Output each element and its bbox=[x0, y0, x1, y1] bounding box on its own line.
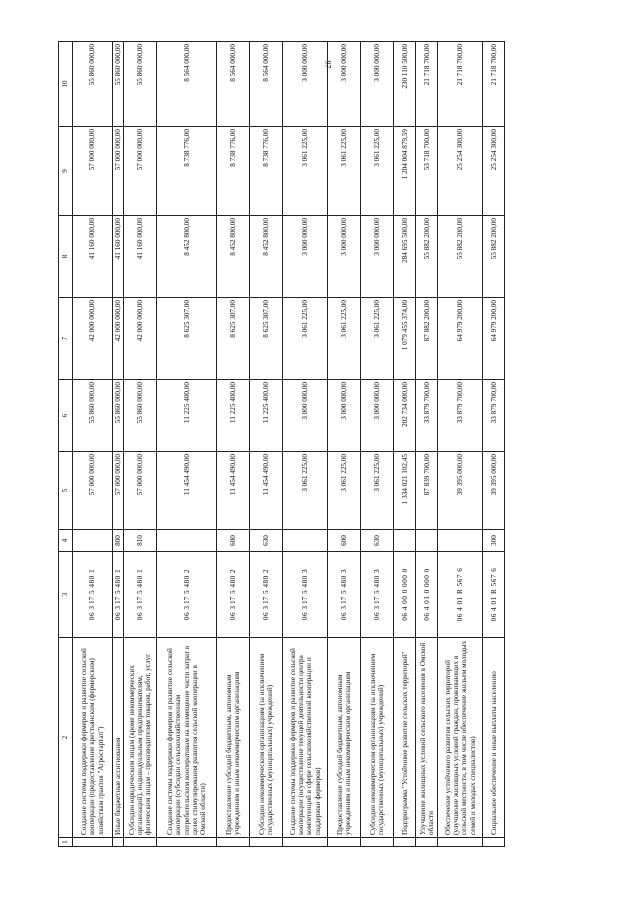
row-name: Субсидии некоммерческим организациям (за исключением государственных (муниципальных) учреждений) bbox=[250, 638, 283, 838]
row-value-7: 1 079 455 374,00 bbox=[394, 298, 416, 380]
col-header: 10 bbox=[59, 42, 73, 127]
col1-cell bbox=[483, 838, 505, 847]
row-value-6: 3 000 000,00 bbox=[328, 380, 361, 452]
row-value-5: 57 000 000,00 bbox=[73, 452, 113, 530]
row-name: Предоставление субсидий бюджетным, автономным учреждениям и иным некоммерческим организациям bbox=[328, 638, 361, 838]
row-value-7: 8 625 307,00 bbox=[157, 298, 217, 380]
row-code: 06 3 I7 5 480 1 bbox=[73, 552, 113, 638]
table-row bbox=[217, 42, 250, 847]
row-value-9: 8 738 776,00 bbox=[217, 127, 250, 216]
row-value-5: 87 839 700,00 bbox=[416, 452, 438, 530]
row-value-10: 8 564 000,00 bbox=[217, 42, 250, 127]
col1-cell bbox=[250, 838, 283, 847]
row-vr: 810 bbox=[124, 530, 157, 552]
row-value-10: 55 860 000,00 bbox=[124, 42, 157, 127]
row-value-5: 3 061 225,00 bbox=[283, 452, 328, 530]
row-value-9: 57 000 000,00 bbox=[113, 127, 124, 216]
row-value-8: 55 882 200,00 bbox=[483, 216, 505, 298]
table-row bbox=[328, 42, 361, 847]
col1-cell bbox=[416, 838, 438, 847]
row-name: Создание системы поддержки фермеров и развитие сельской кооперации (осуществление текущей деятельности центра компетенций в сфере сельскохозяйственной кооперации и поддержки фермеров) bbox=[283, 638, 328, 838]
row-value-6: 33 879 700,00 bbox=[416, 380, 438, 452]
row-value-6: 202 734 000,00 bbox=[394, 380, 416, 452]
row-value-9: 57 000 000,00 bbox=[73, 127, 113, 216]
row-code: 06 3 I7 5 480 2 bbox=[250, 552, 283, 638]
table-row bbox=[416, 42, 438, 847]
row-value-7: 8 625 307,00 bbox=[217, 298, 250, 380]
row-value-9: 53 718 700,00 bbox=[416, 127, 438, 216]
row-value-6: 33 879 700,00 bbox=[483, 380, 505, 452]
col-header: 9 bbox=[59, 127, 73, 216]
row-value-8: 41 160 000,00 bbox=[113, 216, 124, 298]
table-row bbox=[250, 42, 283, 847]
row-name: Создание системы поддержки фермеров и развитие сельской кооперации (предоставление крестьянским (фермерским) хозяйствам грантов "Агростартап") bbox=[73, 638, 113, 838]
table-row bbox=[283, 42, 328, 847]
row-vr bbox=[73, 530, 113, 552]
row-code: 06 3 I7 5 480 2 bbox=[217, 552, 250, 638]
col1-cell bbox=[217, 838, 250, 847]
row-value-5: 11 454 490,00 bbox=[217, 452, 250, 530]
budget-table bbox=[58, 41, 505, 847]
row-code: 06 4 01 0 000 0 bbox=[416, 552, 438, 638]
row-value-10: 21 718 700,00 bbox=[438, 42, 483, 127]
row-value-5: 57 000 000,00 bbox=[124, 452, 157, 530]
row-value-8: 3 000 000,00 bbox=[283, 216, 328, 298]
row-vr: 630 bbox=[361, 530, 394, 552]
row-value-5: 57 000 000,00 bbox=[113, 452, 124, 530]
row-value-6: 55 860 000,00 bbox=[113, 380, 124, 452]
row-value-5: 39 395 000,00 bbox=[483, 452, 505, 530]
row-value-9: 8 738 776,00 bbox=[157, 127, 217, 216]
table-row bbox=[361, 42, 394, 847]
row-value-9: 25 254 300,00 bbox=[438, 127, 483, 216]
row-vr: 600 bbox=[217, 530, 250, 552]
table-row bbox=[157, 42, 217, 847]
table-row bbox=[124, 42, 157, 847]
row-code: 06 3 I7 5 480 3 bbox=[361, 552, 394, 638]
row-value-6: 3 000 000,00 bbox=[283, 380, 328, 452]
row-name: Субсидии некоммерческим организациям (за исключением государственных (муниципальных) учреждений) bbox=[361, 638, 394, 838]
row-vr bbox=[157, 530, 217, 552]
row-value-5: 39 395 000,00 bbox=[438, 452, 483, 530]
row-code: 06 4 01 R 567 6 bbox=[483, 552, 505, 638]
row-vr: 630 bbox=[250, 530, 283, 552]
col-header: 6 bbox=[59, 380, 73, 452]
row-value-8: 55 882 200,00 bbox=[438, 216, 483, 298]
row-value-9: 8 738 776,00 bbox=[250, 127, 283, 216]
col1-cell bbox=[394, 838, 416, 847]
row-value-8: 8 452 800,00 bbox=[157, 216, 217, 298]
row-value-8: 284 695 500,00 bbox=[394, 216, 416, 298]
row-name: Субсидии юридическим лицам (кроме некоммерческих организаций), индивидуальным предпринимателям, физическим лицам – производителям товаров, работ, услуг bbox=[124, 638, 157, 838]
row-value-5: 3 061 225,00 bbox=[328, 452, 361, 530]
row-vr bbox=[438, 530, 483, 552]
col1-cell bbox=[157, 838, 217, 847]
col-header: 4 bbox=[59, 530, 73, 552]
row-value-7: 8 625 307,00 bbox=[250, 298, 283, 380]
row-code: 06 3 I7 5 480 1 bbox=[113, 552, 124, 638]
row-value-5: 11 454 490,00 bbox=[250, 452, 283, 530]
row-value-9: 25 254 300,00 bbox=[483, 127, 505, 216]
row-value-6: 55 860 000,00 bbox=[124, 380, 157, 452]
row-name: Подпрограмма "Устойчивое развитие сельских территорий" bbox=[394, 638, 416, 838]
row-vr bbox=[394, 530, 416, 552]
row-value-10: 3 000 000,00 bbox=[283, 42, 328, 127]
header-row bbox=[59, 42, 73, 847]
col-header: 8 bbox=[59, 216, 73, 298]
row-value-10: 3 000 000,00 bbox=[328, 42, 361, 127]
row-vr: 800 bbox=[113, 530, 124, 552]
row-value-5: 1 334 021 102,45 bbox=[394, 452, 416, 530]
row-value-7: 42 000 000,00 bbox=[124, 298, 157, 380]
row-value-9: 57 000 000,00 bbox=[124, 127, 157, 216]
row-name: Иные бюджетные ассигнования bbox=[113, 638, 124, 838]
row-value-9: 3 061 225,00 bbox=[328, 127, 361, 216]
row-value-8: 3 000 000,00 bbox=[328, 216, 361, 298]
row-value-9: 1 204 004 879,59 bbox=[394, 127, 416, 216]
row-value-10: 55 860 000,00 bbox=[73, 42, 113, 127]
col1-cell bbox=[283, 838, 328, 847]
col-header: 5 bbox=[59, 452, 73, 530]
table-body bbox=[73, 42, 505, 847]
row-value-7: 64 979 200,00 bbox=[438, 298, 483, 380]
row-value-9: 3 061 225,00 bbox=[283, 127, 328, 216]
budget-table-container bbox=[58, 42, 618, 847]
row-value-10: 8 564 000,00 bbox=[250, 42, 283, 127]
row-value-8: 55 882 200,00 bbox=[416, 216, 438, 298]
row-value-10: 55 860 000,00 bbox=[113, 42, 124, 127]
col1-cell bbox=[328, 838, 361, 847]
row-value-7: 42 000 000,00 bbox=[113, 298, 124, 380]
table-row bbox=[438, 42, 483, 847]
row-vr: 300 bbox=[483, 530, 505, 552]
row-value-10: 21 718 700,00 bbox=[483, 42, 505, 127]
row-vr: 600 bbox=[328, 530, 361, 552]
col-header: 1 bbox=[59, 838, 73, 847]
row-value-8: 41 160 000,00 bbox=[124, 216, 157, 298]
row-value-6: 11 225 400,00 bbox=[217, 380, 250, 452]
table-row bbox=[113, 42, 124, 847]
col-header: 7 bbox=[59, 298, 73, 380]
col-header: 2 bbox=[59, 638, 73, 838]
row-value-8: 3 000 000,00 bbox=[361, 216, 394, 298]
col1-cell bbox=[113, 838, 124, 847]
table-row bbox=[394, 42, 416, 847]
row-value-9: 3 061 225,00 bbox=[361, 127, 394, 216]
row-code: 06 3 I7 5 480 2 bbox=[157, 552, 217, 638]
row-value-7: 64 979 200,00 bbox=[483, 298, 505, 380]
row-value-10: 3 000 000,00 bbox=[361, 42, 394, 127]
row-code: 06 4 01 R 567 6 bbox=[438, 552, 483, 638]
row-name: Создание системы поддержки фермеров и развитие сельской кооперации (субсидии сельскохозяйственным потребительским кооперативам на возмещение части затрат в целях стимулирования развития сельской кооперации в Омской области) bbox=[157, 638, 217, 838]
row-value-8: 41 160 000,00 bbox=[73, 216, 113, 298]
row-vr bbox=[416, 530, 438, 552]
row-value-10: 230 110 500,00 bbox=[394, 42, 416, 127]
row-value-10: 8 564 000,00 bbox=[157, 42, 217, 127]
row-value-10: 21 718 700,00 bbox=[416, 42, 438, 127]
col1-cell bbox=[361, 838, 394, 847]
row-value-5: 11 454 490,00 bbox=[157, 452, 217, 530]
row-value-6: 11 225 400,00 bbox=[157, 380, 217, 452]
row-value-6: 11 225 400,00 bbox=[250, 380, 283, 452]
row-name: Социальное обеспечение и иные выплаты населению bbox=[483, 638, 505, 838]
table-row bbox=[73, 42, 113, 847]
page-number: 97 bbox=[323, 60, 333, 69]
row-value-6: 3 000 000,00 bbox=[361, 380, 394, 452]
row-value-7: 87 882 200,00 bbox=[416, 298, 438, 380]
col1-cell bbox=[124, 838, 157, 847]
col1-cell bbox=[438, 838, 483, 847]
row-code: 06 3 I7 5 480 3 bbox=[283, 552, 328, 638]
row-value-6: 55 860 000,00 bbox=[73, 380, 113, 452]
row-name: Обеспечение устойчивого развития сельских территорий (улучшение жилищных условий граждан, проживающих в сельской местности, в том числе обеспечение жильем молодых семей и молодых специалистов) bbox=[438, 638, 483, 838]
rotated-page bbox=[58, 42, 618, 847]
col-header: 3 bbox=[59, 552, 73, 638]
row-value-7: 3 061 225,00 bbox=[283, 298, 328, 380]
row-code: 06 3 I7 5 480 1 bbox=[124, 552, 157, 638]
row-value-7: 3 061 225,00 bbox=[361, 298, 394, 380]
row-value-7: 42 000 000,00 bbox=[73, 298, 113, 380]
row-code: 06 3 I7 5 480 3 bbox=[328, 552, 361, 638]
row-value-8: 8 452 800,00 bbox=[250, 216, 283, 298]
row-code: 06 4 00 0 000 0 bbox=[394, 552, 416, 638]
row-value-7: 3 061 225,00 bbox=[328, 298, 361, 380]
row-name: Предоставление субсидий бюджетным, автономным учреждениям и иным некоммерческим организациям bbox=[217, 638, 250, 838]
row-vr bbox=[283, 530, 328, 552]
row-value-8: 8 452 800,00 bbox=[217, 216, 250, 298]
row-value-5: 3 061 225,00 bbox=[361, 452, 394, 530]
row-name: Улучшение жилищных условий сельского населения в Омской области bbox=[416, 638, 438, 838]
row-value-6: 33 879 700,00 bbox=[438, 380, 483, 452]
col1-cell bbox=[73, 838, 113, 847]
table-row bbox=[483, 42, 505, 847]
